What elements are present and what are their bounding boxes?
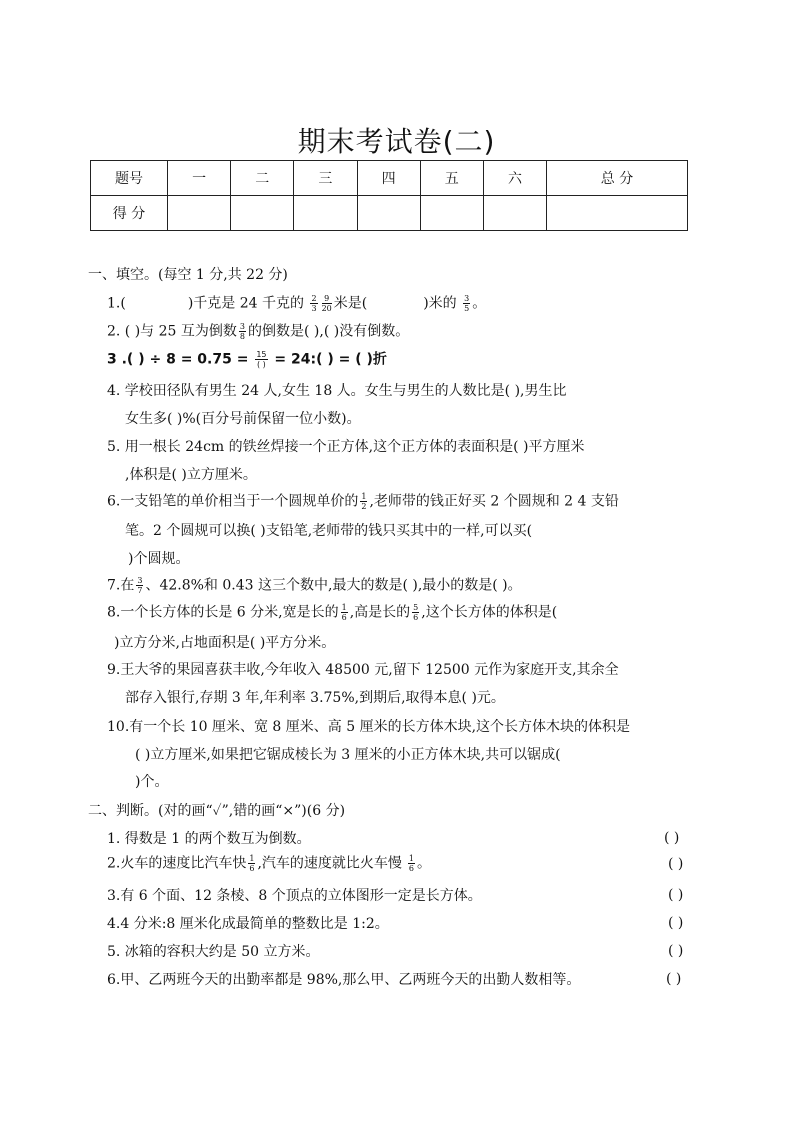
- score-table-header-cell: 六: [483, 161, 546, 196]
- score-cell[interactable]: [294, 196, 357, 231]
- judge-2-fraction-1: $\frac{1}{6}$: [249, 854, 255, 873]
- score-table-header-cell: 题号: [91, 161, 168, 196]
- question-5-line-2: ,体积是( )立方厘米。: [125, 467, 257, 483]
- question-9-line-1: 9.王大爷的果园喜获丰收,今年收入 48500 元,留下 12500 元作为家庭开支,其余全: [107, 662, 619, 678]
- q7-text-a: 7.在: [107, 577, 135, 594]
- q1-fraction-2: $\frac{9}{20}$: [321, 294, 332, 313]
- question-5-line-1: 5. 用一根长 24cm 的铁丝焊接一个正方体,这个正方体的表面积是( )平方厘米: [107, 439, 585, 455]
- q6-text-a: 6.一支铅笔的单价相当于一个圆规单价的: [107, 493, 359, 510]
- score-cell[interactable]: [357, 196, 420, 231]
- q8-fraction-1: $\frac{1}{6}$: [341, 603, 347, 622]
- q7-text-b: 、42.8%和 0.43 这三个数中,最大的数是( ),最小的数是( )。: [145, 577, 522, 594]
- question-1: [107, 294, 486, 313]
- judge-item-2: [107, 854, 431, 873]
- q1-text-d: )米的: [423, 295, 457, 312]
- question-8-line-1: [107, 603, 557, 622]
- question-10-line-1: 10.有一个长 10 厘米、宽 8 厘米、高 5 厘米的长方体木块,这个长方体木块的体积是: [107, 719, 631, 735]
- judge-item-4: 4.4 分米:8 厘米化成最简单的整数比是 1:2。: [107, 916, 389, 932]
- section-heading-judge: 二、判断。(对的画“✓”,错的画“×”)(6 分): [88, 803, 346, 819]
- question-9-line-2: 部存入银行,存期 3 年,年利率 3.75%,到期后,取得本息( )元。: [125, 690, 505, 706]
- judge-answer-box[interactable]: ( ): [668, 943, 684, 959]
- judge-2-fraction-2: $\frac{1}{6}$: [408, 854, 414, 873]
- score-table-header-cell: 三: [294, 161, 357, 196]
- judge-answer-box[interactable]: ( ): [668, 887, 684, 903]
- question-4-line-1: 4. 学校田径队有男生 24 人,女生 18 人。女生与男生的人数比是( ),男生比: [107, 383, 567, 399]
- q2-text-a: 2. ( )与 25 互为倒数: [107, 323, 237, 340]
- q1-text-a: 1.(: [107, 295, 126, 312]
- q2-text-b: 的倒数是( ),( )没有倒数。: [248, 323, 410, 340]
- q8-text-a: 8.一个长方体的长是 6 分米,宽是长的: [107, 604, 339, 621]
- judge-item-1: 1. 得数是 1 的两个数互为倒数。: [107, 831, 311, 847]
- question-10-line-2: ( )立方厘米,如果把它锯成棱长为 3 厘米的小正方体木块,共可以锯成(: [135, 747, 561, 763]
- q1-text-e: 。: [472, 295, 487, 312]
- score-table: [90, 160, 688, 231]
- section-heading-fill-in: 一、填空。(每空 1 分,共 22 分): [88, 267, 288, 283]
- judge-item-6: 6.甲、乙两班今天的出勤率都是 98%,那么甲、乙两班今天的出勤人数相等。: [107, 972, 581, 988]
- judge-answer-box[interactable]: ( ): [666, 971, 682, 987]
- score-row-label: 得 分: [91, 196, 168, 231]
- q3-text-a: 3 .( ) ÷ 8 = 0.75 =: [107, 351, 249, 368]
- q6-text-b: ,老师带的钱正好买 2 个圆规和 2 4 支铅: [369, 493, 619, 510]
- q6-fraction: $\frac{1}{2}$: [361, 492, 367, 511]
- question-2: [107, 322, 409, 341]
- q3-fraction: $\frac{15}{( )}$: [256, 350, 267, 369]
- score-table-score-row: [91, 196, 688, 231]
- question-6-line-1: [107, 492, 619, 511]
- score-cell[interactable]: [231, 196, 294, 231]
- q7-fraction: $\frac{3}{7}$: [137, 576, 143, 595]
- score-cell[interactable]: [483, 196, 546, 231]
- score-cell[interactable]: [547, 196, 688, 231]
- score-table-header-cell: 一: [168, 161, 231, 196]
- question-6-line-2: 笔。2 个圆规可以换( )支铅笔,老师带的钱只买其中的一样,可以买(: [125, 523, 533, 539]
- judge-item-3: 3.有 6 个面、12 条棱、8 个顶点的立体图形一定是长方体。: [107, 888, 482, 904]
- q8-fraction-2: $\frac{5}{6}$: [413, 603, 419, 622]
- question-7: [107, 576, 522, 595]
- judge-answer-box[interactable]: ( ): [668, 915, 684, 931]
- q1-text-b: )千克是 24 千克的: [187, 295, 305, 312]
- judge-answer-box[interactable]: ( ): [664, 830, 680, 846]
- score-table-header-cell: 五: [420, 161, 483, 196]
- score-table-header-row: [91, 161, 688, 196]
- question-10-line-3: )个。: [135, 774, 169, 790]
- score-cell[interactable]: [168, 196, 231, 231]
- page-title: 期末考试卷(二): [297, 125, 496, 158]
- q1-fraction-3: $\frac{3}{5}$: [464, 294, 470, 313]
- judge-2-text-b: ,汽车的速度就比火车慢: [257, 855, 402, 872]
- score-table-header-cell: 四: [357, 161, 420, 196]
- q1-text-c: 米是(: [333, 295, 368, 312]
- judge-2-text-a: 2.火车的速度比汽车快: [107, 855, 247, 872]
- question-3: [107, 350, 387, 369]
- score-cell[interactable]: [420, 196, 483, 231]
- question-8-line-2: )立方分米,占地面积是( )平方分米。: [114, 635, 336, 651]
- q2-fraction: $\frac{3}{8}$: [239, 322, 245, 341]
- judge-item-5: 5. 冰箱的容积大约是 50 立方米。: [107, 944, 320, 960]
- q1-fraction-1: $\frac{2}{3}$: [311, 294, 317, 313]
- q8-text-c: ,这个长方体的体积是(: [421, 604, 558, 621]
- question-4-line-2: 女生多( )%(百分号前保留一位小数)。: [125, 411, 361, 427]
- q8-text-b: ,高是长的: [349, 604, 411, 621]
- judge-answer-box[interactable]: ( ): [668, 856, 684, 872]
- question-6-line-3: )个圆规。: [128, 551, 190, 567]
- score-table-header-cell: 二: [231, 161, 294, 196]
- q3-text-b: = 24:( ) = ( )折: [274, 351, 387, 368]
- score-table-header-cell: 总 分: [547, 161, 688, 196]
- judge-2-text-c: 。: [417, 855, 431, 872]
